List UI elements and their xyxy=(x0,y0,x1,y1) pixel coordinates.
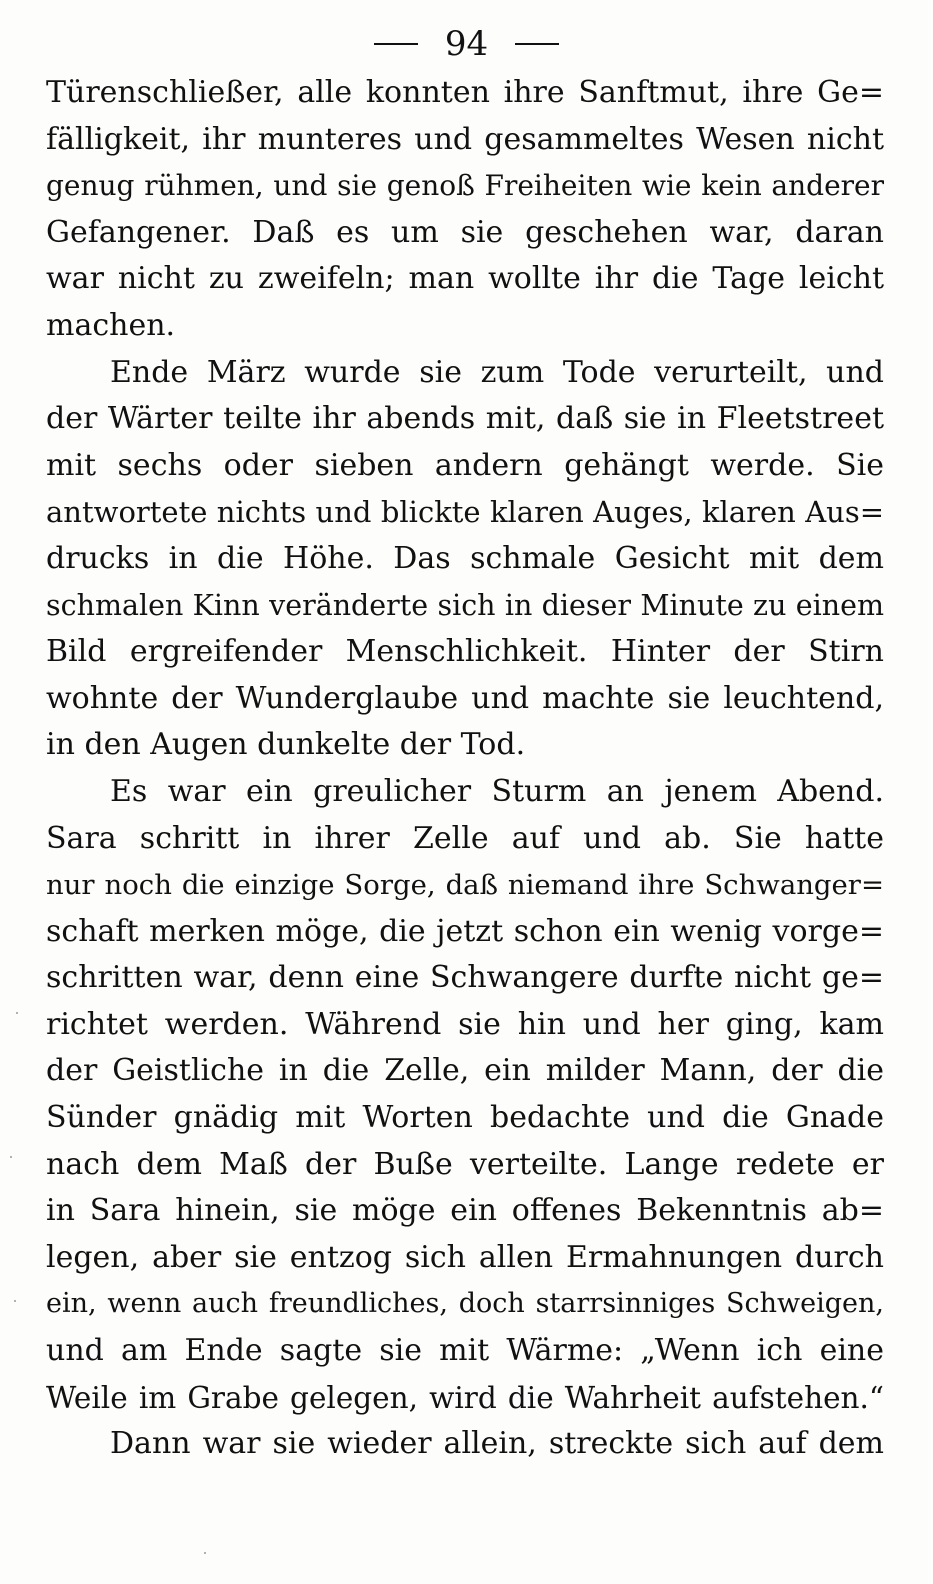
text-line: schmalen Kinn veränderte sich in dieser Minute zu einem xyxy=(46,588,884,622)
text-line: und am Ende sagte sie mit Wärme: „Wenn ich eine xyxy=(46,1333,884,1369)
text-line: schaft merken möge, die jetzt schon ein wenig vorge= xyxy=(46,913,884,949)
text-line: genug rühmen, und sie genoß Freiheiten wie kein anderer xyxy=(46,169,884,203)
text-line: Sünder gnädig mit Worten bedachte und die Gnade xyxy=(46,1100,884,1136)
text-line: machen. xyxy=(46,307,176,343)
text-line: ein, wenn auch freundliches, doch starrsinniges Schweigen, xyxy=(46,1288,884,1320)
text-line: Sara schritt in ihrer Zelle auf und ab. Sie hatte xyxy=(46,820,884,856)
text-line: Gefangener. Daß es um sie geschehen war, daran xyxy=(46,214,884,250)
text-line: antwortete nichts und blickte klaren Auges, klaren Aus= xyxy=(46,495,884,530)
text-line: der Wärter teilte ihr abends mit, daß sie in Fleetstreet xyxy=(46,401,884,437)
text-line: legen, aber sie entzog sich allen Ermahnungen durch xyxy=(46,1239,884,1275)
text-line: fälligkeit, ihr munteres und gesammeltes Wesen nicht xyxy=(46,121,884,157)
paper-speck xyxy=(204,1552,206,1554)
text-line: Ende März wurde sie zum Tode verurteilt, und xyxy=(110,354,884,390)
right-dash xyxy=(515,43,559,45)
text-line: Türenschließer, alle konnten ihre Sanftmut, ihre Ge= xyxy=(46,75,884,110)
text-line: schritten war, denn eine Schwangere durfte nicht ge= xyxy=(46,960,884,996)
paper-speck xyxy=(14,1300,16,1302)
text-line: wohnte der Wunderglaube und machte sie leuchtend, xyxy=(46,680,884,716)
text-line: Bild ergreifender Menschlichkeit. Hinter der Stirn xyxy=(46,634,884,670)
text-line: nur noch die einzige Sorge, daß niemand ihre Schwanger= xyxy=(46,869,884,902)
page-header xyxy=(0,20,933,64)
text-line: in den Augen dunkelte der Tod. xyxy=(46,727,526,763)
paper-speck xyxy=(16,1012,18,1014)
text-line: Dann war sie wieder allein, streckte sich auf dem xyxy=(110,1426,884,1462)
text-line: der Geistliche in die Zelle, ein milder Mann, der die xyxy=(46,1053,884,1089)
text-line: drucks in die Höhe. Das schmale Gesicht mit dem xyxy=(46,540,884,576)
text-line: war nicht zu zweifeln; man wollte ihr die Tage leicht xyxy=(46,261,884,297)
text-line: nach dem Maß der Buße verteilte. Lange redete er xyxy=(46,1146,884,1182)
text-line: Es war ein greulicher Sturm an jenem Abend. xyxy=(110,773,884,809)
text-line: mit sechs oder sieben andern gehängt werde. Sie xyxy=(46,447,884,483)
paper-speck xyxy=(10,1156,12,1158)
body-text xyxy=(46,70,884,1468)
page-number: 94 xyxy=(444,24,489,64)
text-line: Weile im Grabe gelegen, wird die Wahrheit aufstehen.“ xyxy=(46,1380,884,1415)
text-line: richtet werden. Während sie hin und her ging, kam xyxy=(46,1006,884,1042)
text-line: in Sara hinein, sie möge ein offenes Bekenntnis ab= xyxy=(46,1193,884,1229)
left-dash xyxy=(374,43,418,45)
